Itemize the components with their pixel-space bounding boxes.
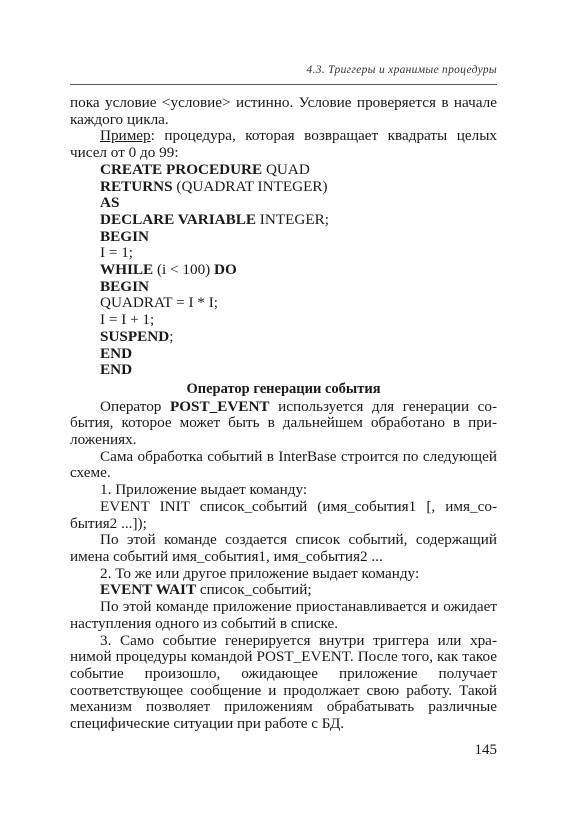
paragraph-example xyxy=(70,128,497,161)
code-keyword: RETURNS xyxy=(100,177,173,195)
code-keyword: DECLARE VARIABLE xyxy=(100,210,256,228)
page-number: 145 xyxy=(474,742,497,758)
code-keyword: END xyxy=(100,344,133,362)
code-keyword: AS xyxy=(100,194,120,212)
code-keyword: DO xyxy=(214,261,237,279)
code-keyword: SUSPEND xyxy=(100,327,170,345)
code-line xyxy=(100,262,497,279)
code-line xyxy=(100,162,497,179)
code-line xyxy=(100,212,497,229)
code-text: INTEGER; xyxy=(256,210,329,228)
code-line xyxy=(100,245,497,262)
code-text: I = I + 1; xyxy=(100,311,155,329)
code-keyword: BEGIN xyxy=(100,277,149,295)
code-keyword: WHILE xyxy=(100,261,154,279)
code-line xyxy=(100,329,497,346)
code-text: I = 1; xyxy=(100,244,134,262)
post-event-text-before: Оператор xyxy=(100,397,170,415)
running-header: 4.3. Триггеры и хранимые процедуры xyxy=(306,64,497,76)
code-line xyxy=(100,346,497,363)
header-divider xyxy=(70,84,497,85)
post-event-keyword: POST_EVENT xyxy=(169,397,270,415)
paragraph-event-wait xyxy=(70,582,497,599)
code-line xyxy=(100,362,497,379)
code-text: ; xyxy=(169,327,174,345)
post-event-text-after: используется для генерации события, которое может быть в дальнейшем обработано в приложениях. xyxy=(70,397,498,449)
paragraph-processing: Сама обработка событий в InterBase строится по следующей схеме. xyxy=(70,447,497,482)
example-text: : процедура, которая возвращает квадраты целых чисел от 0 до 99: xyxy=(70,127,497,162)
paragraph-step2: 2. То же или другое приложение выдает команду: xyxy=(100,564,420,582)
code-line xyxy=(100,279,497,296)
paragraph-after-init: По этой команде создается список событий, содержащий имена событий имя_события1, имя_события2 ... xyxy=(70,531,497,565)
paragraph-step3: 3. Само событие генерируется внутри триггера или хранимой процедуры командой POST_EVENT. После того, как такое событие произошло, ожидающее приложение получает соответствующее сообщение и продолжает свою работу. Такой механизм позволяет приложениям обрабатывать различные специфические ситуации при работе с БД. xyxy=(70,631,497,733)
code-listing xyxy=(70,162,497,379)
code-keyword: END xyxy=(100,361,133,379)
example-label: Пример xyxy=(100,127,151,145)
code-line xyxy=(100,312,497,329)
code-line xyxy=(100,229,497,246)
code-line xyxy=(100,195,497,212)
code-keyword: CREATE PROCEDURE xyxy=(100,160,263,178)
code-line xyxy=(100,179,497,196)
code-text: (i < 100) xyxy=(153,261,215,279)
event-wait-rest: список_событий; xyxy=(196,581,312,599)
event-wait-keyword: EVENT WAIT xyxy=(100,581,197,599)
code-text: QUADRAT = I * I; xyxy=(100,294,218,312)
paragraph-post-event xyxy=(70,399,497,449)
paragraph-loop-condition: пока условие <условие> истинно. Условие проверяется в начале каждого цикла. xyxy=(70,94,497,128)
code-text: (QUADRAT INTEGER) xyxy=(172,177,328,195)
paragraph-event-init: EVENT INIT список_событий (имя_события1 [, имя_события2 ...]); xyxy=(70,497,497,532)
code-keyword: BEGIN xyxy=(100,227,149,245)
code-text: QUAD xyxy=(262,160,310,178)
page-body xyxy=(70,95,497,733)
paragraph-step1: 1. Приложение выдает команду: xyxy=(100,481,308,499)
section-title: Оператор генерации события xyxy=(186,380,381,397)
code-line xyxy=(100,295,497,312)
paragraph-after-wait: По этой команде приложение приостанавливается и ожидает наступления одного из событий в списке. xyxy=(70,598,497,632)
